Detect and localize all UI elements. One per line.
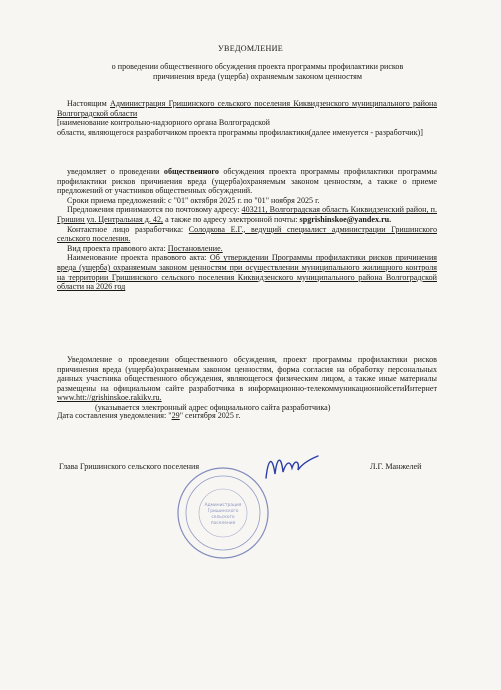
contact-person-line: Контактное лицо разработчика: Солодкова Е.Г., ведущий специалист администрации Гришинского сельского поселения.	[57, 224, 437, 244]
developer-paragraph	[57, 99, 437, 137]
act-type-line: Вид проекта правового акта: Постановление.	[67, 243, 223, 253]
document-subtitle: о проведении общественного обсуждения проекта программы профилактики рисков причинения вреда (ущерба) охраняемым законом ценностям	[111, 62, 404, 81]
developer-note: области, являющегося разработчиком проекта программы профилактики(далее именуется - разработчик)]	[57, 127, 423, 137]
stamp-text-2: Гришинского	[207, 509, 239, 514]
deadline-line: Сроки приема предложений: с "01" октября 2025 г. по "01" ноября 2025 г.	[67, 195, 320, 205]
site-note: (указывается электронный адрес официального сайта разработчика)	[95, 402, 331, 412]
address-line: Предложения принимаются по почтовому адресу: 403211, Волгоградская область Киквидзенский район, п. Гришин ул. Центральная д. 42, а также по адресу электронной почты: spgrishinskoe@yandex.ru.	[57, 205, 437, 224]
organ-placeholder: [наименование контрольно-надзорного органа Волгоградской	[57, 118, 270, 128]
stamp-text-1: Администрация	[204, 503, 242, 508]
official-site-link[interactable]: www.htt://grishinskoe.rakikv.ru.	[57, 393, 162, 403]
signatory-name: Л.Г. Манжелей	[370, 462, 422, 471]
developer-name: Администрация Гришинского сельского поселения Киквидзенского муниципального района Волгоградской области	[57, 99, 437, 118]
document-title: УВЕДОМЛЕНИЕ	[217, 44, 283, 53]
intro-word: Настоящим	[67, 99, 107, 108]
stamp-text-4: поселения	[210, 521, 236, 526]
compile-date-line: Дата составления уведомления: "29" сентября 2025 г.	[57, 411, 241, 420]
consent-paragraph: Уведомление о проведении общественного обсуждения, проект программы профилактики рисков причинения вреда (ущерба)охраняемым законом ценностям, форма согласия на обработку персональных данных участника общественного обсуждения, являющегося физическим лицом, а также иные материалы размещены на официальном сайте разработчика в информационно-телекоммуникационнойсетиИнтернет www.htt://grishinskoe.rakikv.ru. (указывается электронный адрес официального сайта разработчика)	[57, 355, 437, 412]
signatory-title: Глава Гришинского сельского поселения	[59, 462, 200, 471]
act-name-line: Наименование проекта правового акта: Об утверждении Программы профилактики рисков причинения вреда (ущерба) охраняемым законом ценностям при осуществлении муниципального жилищного контроля на территории Гришинского сельского поселения Киквидзенского муниципального района Волгоградской области на 2026 год	[57, 253, 438, 292]
stamp-text-3: сельского	[211, 515, 235, 520]
contact-email: spgrishinskoe@yandex.ru.	[299, 214, 392, 224]
official-stamp	[175, 465, 271, 561]
handwritten-signature	[262, 448, 322, 486]
notification-body: уведомляет о проведении общественного обсуждения проекта программы профилактики программы профилактики рисков причинения вреда (ущерба)охраняемым законом ценностям, а также о приеме предложений от участников общественных обсуждений. Сроки приема предложений: с "01" октября 2025 г. по "01" ноября 2025 г. Предложения принимаются по почтовому адресу: 403211, Волгоградская область Киквидзенский район, п. Гришин ул. Центральная д. 42, а также по адресу электронной почты: spgrishinskoe@yandex.ru. Контактное лицо разработчика: Солодкова Е.Г., ведущий специалист администрации Гришинского сельского поселения. Вид проекта правового акта: Постановление. Наименование проекта правового акта: Об утверждении Программы профилактики рисков причинения вреда (ущерба) охраняемым законом ценностям при осуществлении муниципального жилищного контроля на территории Гришинского сельского поселения Киквидзенского муниципального района Волгоградской области на 2026 год	[57, 167, 438, 292]
